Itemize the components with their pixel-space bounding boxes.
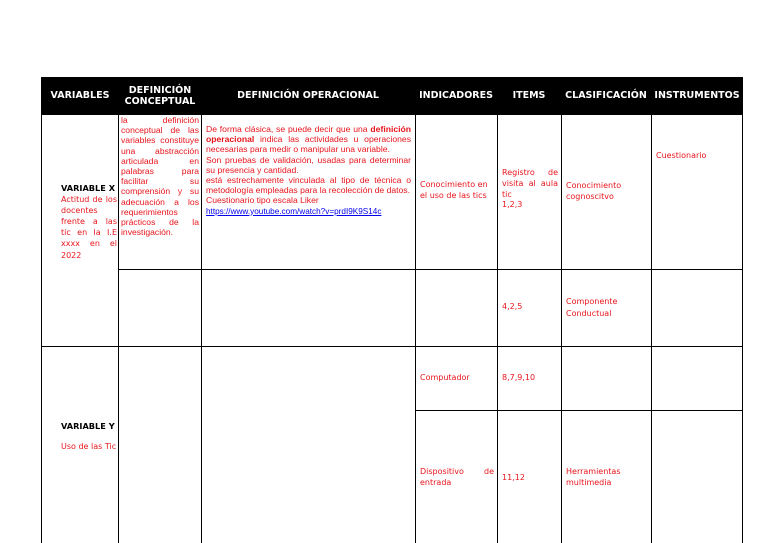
variable-y-clasificacion-2: Herramientas multimedia: [566, 467, 621, 487]
header-def-conceptual-line2: CONCEPTUAL: [124, 95, 196, 107]
variable-x-description: Actitud de los docentes frente a las tic en la I.E xxxx en el 2022: [61, 194, 117, 260]
grid-line: [41, 346, 743, 347]
header-indicadores: INDICADORES: [415, 77, 497, 114]
grid-line: [651, 114, 652, 543]
variable-x-clasificacion-1: Conocimiento cognoscitvo: [566, 181, 622, 201]
variable-x-indicador: Conocimiento en el uso de las tics: [420, 180, 488, 200]
variable-x-def-operacional: [206, 124, 411, 217]
variable-x-def-conceptual: la definición conceptual de las variables constituye una abstracción articulada en palabras para facilitar su comprensión y su adecuación a los requerimientos prácticos de la investigación.: [121, 115, 199, 238]
def-operacional-intro: De forma clásica, se puede decir que una: [206, 124, 368, 134]
def-operacional-pruebas: Son pruebas de validación, usadas para determinar su presencia y cantidad.: [206, 154, 411, 175]
variable-y-indicador-2: Dispositivo de entrada: [420, 467, 494, 487]
grid-line: [119, 269, 743, 270]
header-clasificacion: CLASIFICACIÓN: [561, 77, 651, 114]
grid-line: [118, 114, 119, 543]
variable-x-items-1: [502, 167, 558, 211]
grid-line: [41, 77, 42, 543]
variable-x-cell: [61, 183, 117, 261]
header-def-operacional: DEFINICIÓN OPERACIONAL: [201, 77, 415, 114]
grid-line: [201, 114, 202, 543]
variable-y-cell: [61, 421, 117, 452]
variable-y-items-2: 11,12: [502, 473, 525, 482]
variable-y-items-1: 8,7,9,10: [502, 373, 536, 382]
variable-y-description: Uso de las Tic: [61, 441, 117, 451]
def-operacional-indica: indica las actividades u operaciones necesarias para medir o manipular una variable.: [206, 134, 411, 155]
header-instrumentos: INSTRUMENTOS: [651, 77, 743, 114]
variable-y-indicador-1: Computador: [420, 373, 470, 382]
items-registro-text: Registro de visita al aula tic: [502, 168, 558, 199]
header-def-conceptual: [119, 77, 201, 114]
youtube-link[interactable]: https://www.youtube.com/watch?v=prdI9K9S14c: [206, 206, 382, 216]
header-items: ITEMS: [497, 77, 561, 114]
grid-line: [415, 114, 416, 543]
grid-line: [497, 114, 498, 543]
grid-line: [415, 410, 743, 411]
header-variables: VARIABLES: [41, 77, 119, 114]
variable-x-items-2: 4,2,5: [502, 302, 523, 311]
grid-line: [742, 77, 743, 543]
variable-x-label: VARIABLE X: [61, 183, 116, 193]
items-registro-nums: 1,2,3: [502, 200, 523, 209]
def-operacional-bold: definición operacional: [206, 124, 412, 145]
def-operacional-tecnica: está estrechamente vinculada al tipo de técnica o metodología empleadas para la recolección de datos.: [206, 175, 411, 196]
def-operacional-cuestionario: Cuestionario tipo escala Liker: [206, 195, 319, 206]
variable-x-clasificacion-2: Componente Conductual: [566, 297, 618, 318]
variable-y-label: VARIABLE Y: [61, 421, 115, 431]
grid-line: [561, 114, 562, 543]
header-def-conceptual-line1: DEFINICIÓN: [128, 84, 192, 96]
variable-x-instrumento: Cuestionario: [656, 151, 707, 160]
